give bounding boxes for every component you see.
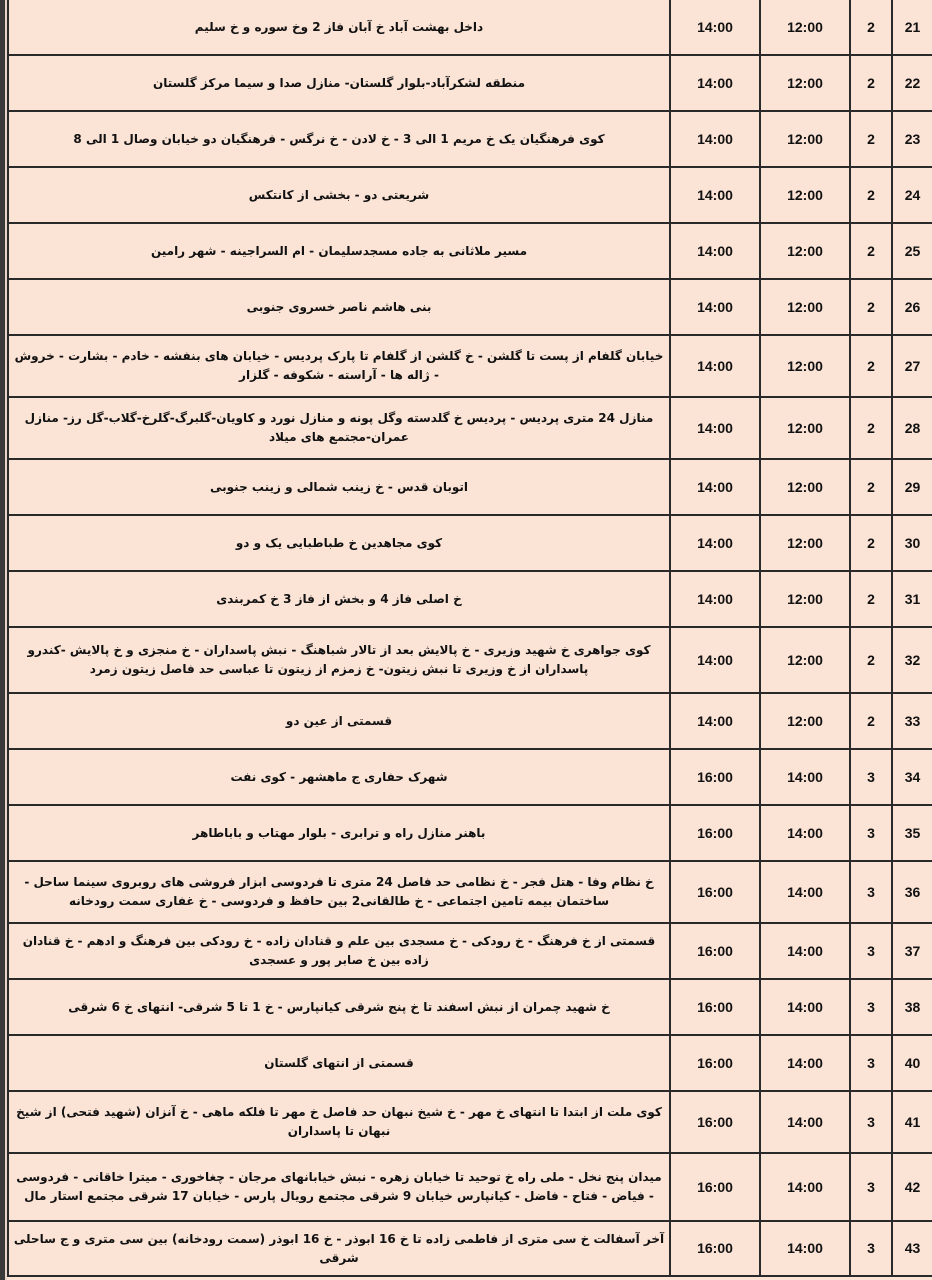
table-row — [8, 397, 932, 459]
group-cell: 3 — [850, 749, 892, 805]
area-description-cell: داخل بهشت آباد خ آبان فاز 2 وخ سوره و خ سلیم — [8, 0, 670, 55]
end-time-cell: 14:00 — [670, 111, 760, 167]
schedule-rows — [8, 0, 932, 1276]
row-number-cell: 38 — [892, 979, 932, 1035]
end-time-cell: 16:00 — [670, 923, 760, 979]
group-cell: 2 — [850, 571, 892, 627]
end-time-cell: 16:00 — [670, 1091, 760, 1153]
area-description-cell: قسمتی از خ فرهنگ - خ رودکی - خ مسجدی بین علم و قنادان زاده - خ رودکی بین فرهنگ و ادهم - خ قنادان زاده بین خ صابر پور و عسجدی — [8, 923, 670, 979]
row-number-cell: 32 — [892, 627, 932, 693]
group-cell: 3 — [850, 805, 892, 861]
row-number-cell: 37 — [892, 923, 932, 979]
start-time-cell: 12:00 — [760, 571, 850, 627]
group-cell: 2 — [850, 459, 892, 515]
area-description-cell: خ شهید چمران از نبش اسفند تا خ پنج شرقی کیانپارس - خ 1 تا 5 شرقی- انتهای خ 6 شرقی — [8, 979, 670, 1035]
end-time-cell: 16:00 — [670, 749, 760, 805]
table-row — [8, 861, 932, 923]
group-cell: 2 — [850, 397, 892, 459]
start-time-cell: 12:00 — [760, 459, 850, 515]
end-time-cell: 14:00 — [670, 167, 760, 223]
end-time-cell: 14:00 — [670, 515, 760, 571]
start-time-cell: 14:00 — [760, 1091, 850, 1153]
row-number-cell: 27 — [892, 335, 932, 397]
row-number-cell: 28 — [892, 397, 932, 459]
row-number-cell: 34 — [892, 749, 932, 805]
group-cell: 2 — [850, 55, 892, 111]
start-time-cell: 14:00 — [760, 805, 850, 861]
end-time-cell: 14:00 — [670, 335, 760, 397]
start-time-cell: 14:00 — [760, 979, 850, 1035]
group-cell: 2 — [850, 223, 892, 279]
table-row — [8, 749, 932, 805]
area-description-cell: قسمتی از انتهای گلستان — [8, 1035, 670, 1091]
group-cell: 3 — [850, 923, 892, 979]
area-description-cell: خیابان گلفام از پست تا گلشن - خ گلشن از گلفام تا پارک پردیس - خیابان های بنفشه - خادم - بشارت - خروش - ژاله ها - آراسته - شکوفه - گلزار — [8, 335, 670, 397]
end-time-cell: 14:00 — [670, 0, 760, 55]
table-row — [8, 693, 932, 749]
group-cell: 3 — [850, 1153, 892, 1221]
end-time-cell: 14:00 — [670, 279, 760, 335]
table-row — [8, 627, 932, 693]
area-description-cell: شریعتی دو - بخشی از کانتکس — [8, 167, 670, 223]
start-time-cell: 12:00 — [760, 515, 850, 571]
group-cell: 2 — [850, 111, 892, 167]
table-row — [8, 55, 932, 111]
group-cell: 3 — [850, 1035, 892, 1091]
area-description-cell: کوی جواهری خ شهید وزیری - خ پالایش بعد از تالار شباهنگ - نبش پاسداران - خ منجزی و خ پالایش -کندرو پاسداران از خ وزیری تا نبش زیتون- خ زمزم از زیتون تا عباسی حد فاصل زیتون زمرد — [8, 627, 670, 693]
row-number-cell: 41 — [892, 1091, 932, 1153]
group-cell: 3 — [850, 861, 892, 923]
end-time-cell: 14:00 — [670, 571, 760, 627]
end-time-cell: 16:00 — [670, 805, 760, 861]
start-time-cell: 12:00 — [760, 335, 850, 397]
start-time-cell: 12:00 — [760, 111, 850, 167]
table-row — [8, 279, 932, 335]
group-cell: 2 — [850, 0, 892, 55]
row-number-cell: 25 — [892, 223, 932, 279]
group-cell: 2 — [850, 693, 892, 749]
end-time-cell: 14:00 — [670, 627, 760, 693]
table-row — [8, 571, 932, 627]
table-row — [8, 979, 932, 1035]
group-cell: 2 — [850, 627, 892, 693]
table-row — [8, 223, 932, 279]
start-time-cell: 14:00 — [760, 749, 850, 805]
start-time-cell: 12:00 — [760, 693, 850, 749]
start-time-cell: 12:00 — [760, 167, 850, 223]
end-time-cell: 16:00 — [670, 1221, 760, 1276]
row-number-cell: 29 — [892, 459, 932, 515]
outage-schedule-table — [7, 0, 932, 1277]
group-cell: 2 — [850, 335, 892, 397]
area-description-cell: منطقه لشکرآباد-بلوار گلستان- منازل صدا و سیما مرکز گلستان — [8, 55, 670, 111]
start-time-cell: 12:00 — [760, 0, 850, 55]
table-row — [8, 1091, 932, 1153]
area-description-cell: کوی فرهنگیان یک خ مریم 1 الی 3 - خ لادن - خ نرگس - فرهنگیان دو خیابان وصال 1 الی 8 — [8, 111, 670, 167]
area-description-cell: منازل 24 متری پردیس - پردیس خ گلدسته وگل پونه و منازل نورد و کاویان-گلبرگ-گلرخ-گلاب-گل رز- منازل عمران-مجتمع های میلاد — [8, 397, 670, 459]
table-row — [8, 805, 932, 861]
area-description-cell: باهنر منازل راه و ترابری - بلوار مهتاب و باباطاهر — [8, 805, 670, 861]
group-cell: 3 — [850, 979, 892, 1035]
end-time-cell: 16:00 — [670, 1035, 760, 1091]
table-row — [8, 1221, 932, 1276]
table-row — [8, 923, 932, 979]
end-time-cell: 14:00 — [670, 397, 760, 459]
row-number-cell: 43 — [892, 1221, 932, 1276]
table-row — [8, 167, 932, 223]
area-description-cell: خ نظام وفا - هتل فجر - خ نظامی حد فاصل 24 متری تا فردوسی ابزار فروشی های روبروی سینما ساحل - ساختمان بیمه تامین اجتماعی - خ طالقانی2 بین حافظ و فردوسی - خ غفاری سمت رودخانه — [8, 861, 670, 923]
end-time-cell: 16:00 — [670, 1153, 760, 1221]
area-description-cell: بنی هاشم ناصر خسروی جنوبی — [8, 279, 670, 335]
area-description-cell: خ اصلی فاز 4 و بخش از فاز 3 خ کمربندی — [8, 571, 670, 627]
end-time-cell: 14:00 — [670, 55, 760, 111]
start-time-cell: 14:00 — [760, 861, 850, 923]
table-row — [8, 515, 932, 571]
table-row — [8, 111, 932, 167]
row-number-cell: 40 — [892, 1035, 932, 1091]
area-description-cell: کوی ملت از ابتدا تا انتهای خ مهر - خ شیخ نبهان حد فاصل خ مهر تا فلکه ماهی - خ آنزان (شهید فتحی) از شیخ نبهان تا پاسداران — [8, 1091, 670, 1153]
start-time-cell: 12:00 — [760, 397, 850, 459]
table-row — [8, 1153, 932, 1221]
table-row — [8, 0, 932, 55]
area-description-cell: آخر آسفالت خ سی متری از فاطمی زاده تا خ 16 ابوذر - خ 16 ابوذر (سمت رودخانه) بین سی متری و ج ساحلی شرقی — [8, 1221, 670, 1276]
table-row — [8, 1035, 932, 1091]
end-time-cell: 16:00 — [670, 861, 760, 923]
end-time-cell: 14:00 — [670, 459, 760, 515]
start-time-cell: 12:00 — [760, 627, 850, 693]
start-time-cell: 12:00 — [760, 223, 850, 279]
row-number-cell: 22 — [892, 55, 932, 111]
row-number-cell: 33 — [892, 693, 932, 749]
table-row — [8, 459, 932, 515]
row-number-cell: 24 — [892, 167, 932, 223]
area-description-cell: مسیر ملاثانی به جاده مسجدسلیمان - ام السراجینه - شهر رامین — [8, 223, 670, 279]
start-time-cell: 12:00 — [760, 279, 850, 335]
end-time-cell: 16:00 — [670, 979, 760, 1035]
start-time-cell: 14:00 — [760, 1153, 850, 1221]
row-number-cell: 36 — [892, 861, 932, 923]
area-description-cell: شهرک حفاری ج ماهشهر - کوی نفت — [8, 749, 670, 805]
group-cell: 3 — [850, 1221, 892, 1276]
end-time-cell: 14:00 — [670, 223, 760, 279]
start-time-cell: 14:00 — [760, 923, 850, 979]
end-time-cell: 14:00 — [670, 693, 760, 749]
area-description-cell: اتوبان قدس - خ زینب شمالی و زینب جنوبی — [8, 459, 670, 515]
row-number-cell: 42 — [892, 1153, 932, 1221]
area-description-cell: کوی مجاهدین خ طباطبایی یک و دو — [8, 515, 670, 571]
row-number-cell: 31 — [892, 571, 932, 627]
row-number-cell: 30 — [892, 515, 932, 571]
row-number-cell: 23 — [892, 111, 932, 167]
start-time-cell: 12:00 — [760, 55, 850, 111]
start-time-cell: 14:00 — [760, 1035, 850, 1091]
start-time-cell: 14:00 — [760, 1221, 850, 1276]
area-description-cell: میدان پنج نخل - ملی راه خ توحید تا خیابان زهره - نبش خیابانهای مرجان - چغاخوری - میترا خاقانی - فردوسی - فیاض - فتاح - فاضل - کیانپارس خیابان 9 شرقی مجتمع رویال پارس - خیابان 17 شرقی مجتمع استار مال — [8, 1153, 670, 1221]
row-number-cell: 26 — [892, 279, 932, 335]
group-cell: 2 — [850, 279, 892, 335]
row-number-cell: 35 — [892, 805, 932, 861]
group-cell: 2 — [850, 167, 892, 223]
table-row — [8, 335, 932, 397]
group-cell: 3 — [850, 1091, 892, 1153]
group-cell: 2 — [850, 515, 892, 571]
row-number-cell: 21 — [892, 0, 932, 55]
area-description-cell: قسمتی از عین دو — [8, 693, 670, 749]
